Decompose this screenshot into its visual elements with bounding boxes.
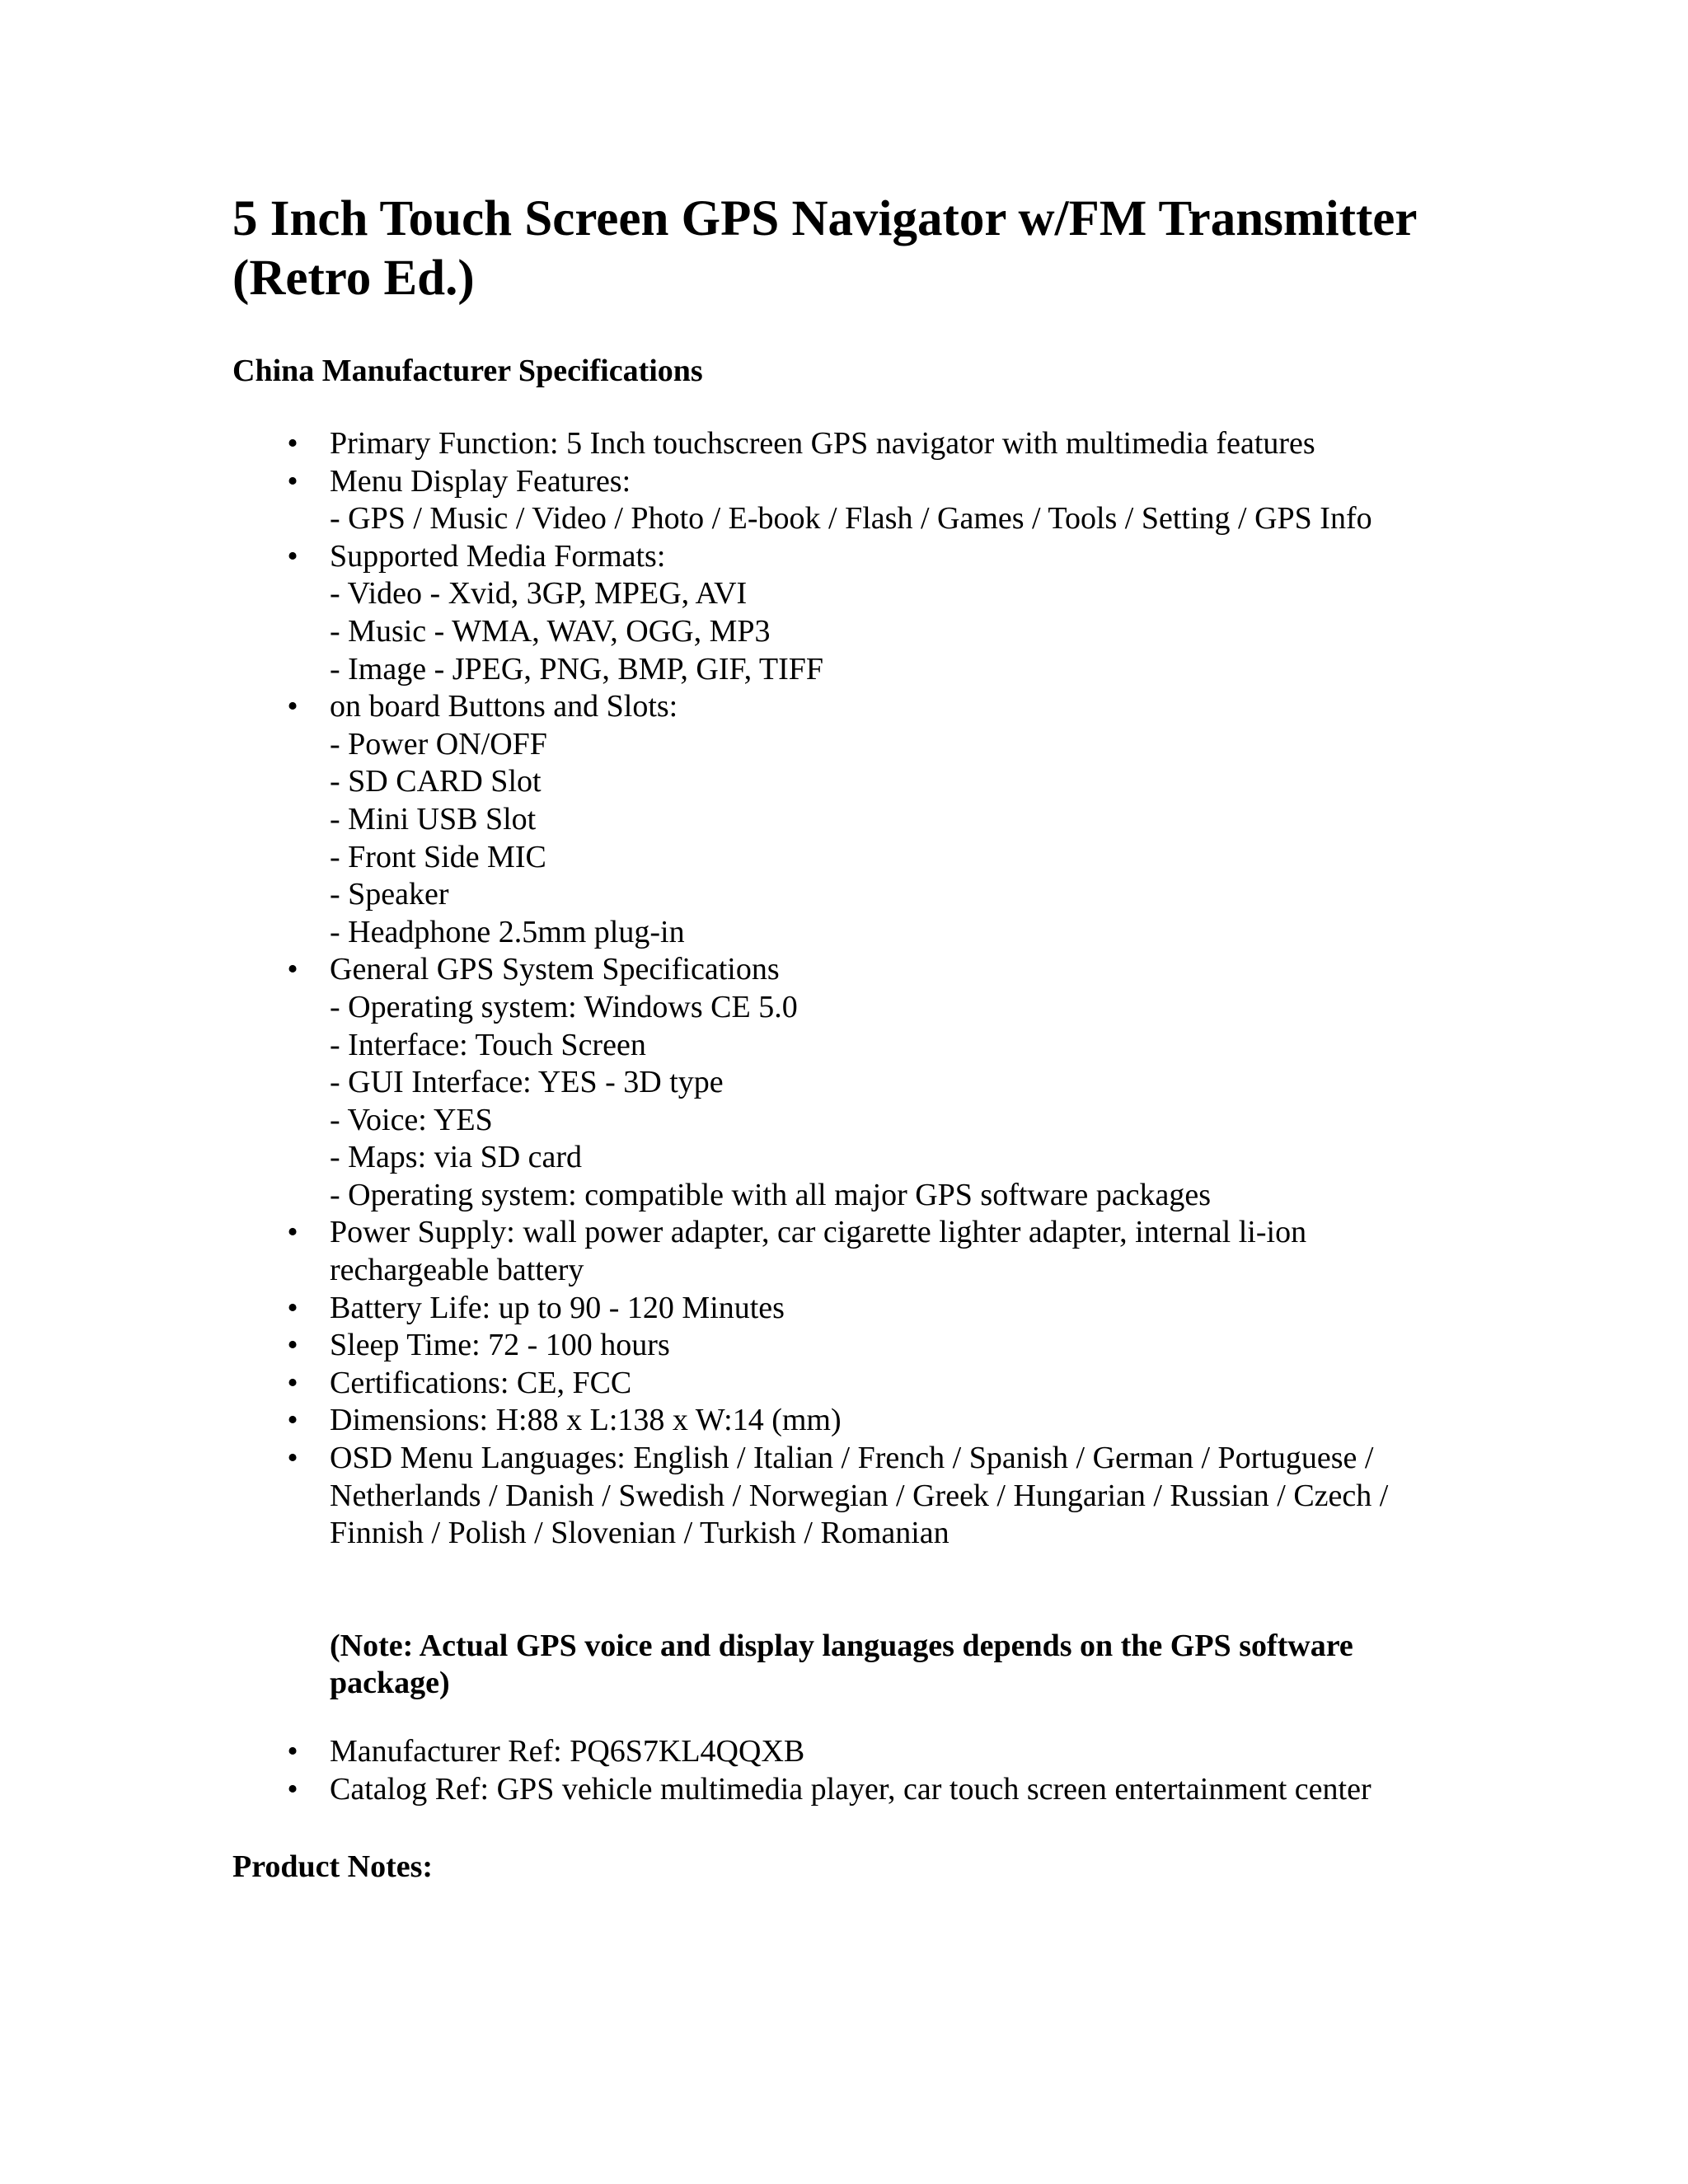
bullet-icon: • [287,689,298,724]
list-item-text: General GPS System Specifications [330,952,780,987]
list-item-text: Menu Display Features: [330,463,631,499]
sub-item-text: - Operating system: Windows CE 5.0 [330,989,798,1024]
bullet-icon: • [287,426,298,461]
specs-heading: China Manufacturer Specifications [232,354,703,388]
sub-item-text: - Mini USB Slot [330,801,537,837]
sub-item-text: - Speaker [330,877,449,912]
list-item [232,1440,1469,1553]
list-item-text: on board Buttons and Slots: [330,689,678,724]
list-item [232,463,1469,538]
list-item [232,1327,1469,1365]
list-item [232,538,1469,688]
bullet-icon: • [287,1734,298,1769]
bullet-icon: • [287,463,298,499]
list-item [232,1214,1469,1289]
bullet-icon: • [287,1328,298,1363]
refs-list [232,1733,1469,1808]
list-item [232,1733,1469,1771]
sub-item-text: - Front Side MIC [330,839,546,874]
bullet-icon: • [287,1441,298,1476]
bullet-icon: • [287,1290,298,1325]
bullet-icon: • [287,1403,298,1438]
list-item [232,1290,1469,1328]
list-item-text: Manufacturer Ref: PQ6S7KL4QQXB [330,1734,805,1769]
bullet-icon: • [287,952,298,987]
note-text: (Note: Actual GPS voice and display languages depends on the GPS software package) [330,1628,1353,1701]
sub-item-text: - SD CARD Slot [330,764,542,799]
sub-item-text: - Power ON/OFF [330,726,547,762]
list-item [232,951,1469,1214]
product-notes-heading: Product Notes: [232,1849,434,1885]
list-item [232,425,1469,463]
bullet-icon: • [287,1365,298,1400]
sub-item-text: - Voice: YES [330,1102,493,1137]
page-title: 5 Inch Touch Screen GPS Navigator w/FM Transmitter (Retro Ed.) [232,191,1417,306]
list-item [232,688,1469,951]
list-item-text: Supported Media Formats: [330,538,666,574]
sub-item-text: - GPS / Music / Video / Photo / E-book / Flash / Games / Tools / Setting / GPS Info [330,501,1372,537]
bullet-icon: • [287,538,298,574]
list-item-text: Battery Life: up to 90 - 120 Minutes [330,1290,785,1325]
list-item-text: Catalog Ref: GPS vehicle multimedia player, car touch screen entertainment center [330,1771,1372,1807]
sub-item-text: - Image - JPEG, PNG, BMP, GIF, TIFF [330,651,824,687]
bullet-icon: • [287,1771,298,1807]
sub-item-text: - Interface: Touch Screen [330,1027,646,1062]
sub-item-text: - Operating system: compatible with all major GPS software packages [330,1177,1212,1212]
sub-item-text: - Headphone 2.5mm plug-in [330,914,685,949]
specs-list [232,425,1469,1553]
list-item-text: Certifications: CE, FCC [330,1365,632,1400]
sub-item-text: - GUI Interface: YES - 3D type [330,1065,724,1100]
bullet-icon: • [287,1215,298,1250]
list-item-text: Sleep Time: 72 - 100 hours [330,1328,670,1363]
list-item-text: Primary Function: 5 Inch touchscreen GPS navigator with multimedia features [330,426,1315,461]
list-item [232,1771,1469,1809]
list-item [232,1402,1469,1440]
sub-item-text: - Video - Xvid, 3GP, MPEG, AVI [330,576,748,612]
list-item-text: Power Supply: wall power adapter, car cigarette lighter adapter, internal li-ion rechargeable battery [330,1215,1307,1288]
list-item [232,1365,1469,1403]
sub-item-text: - Maps: via SD card [330,1140,583,1175]
list-item-text: OSD Menu Languages: English / Italian / French / Spanish / German / Portuguese / Netherlands / Danish / Swedish / Norwegian / Greek / Hungarian / Russian / Czech / Finnish / Polish / Slovenian / Turkish / Romanian [330,1441,1389,1551]
sub-item-text: - Music - WMA, WAV, OGG, MP3 [330,613,771,649]
document-page [232,190,1469,1886]
list-item-text: Dimensions: H:88 x L:138 x W:14 (mm) [330,1403,842,1438]
